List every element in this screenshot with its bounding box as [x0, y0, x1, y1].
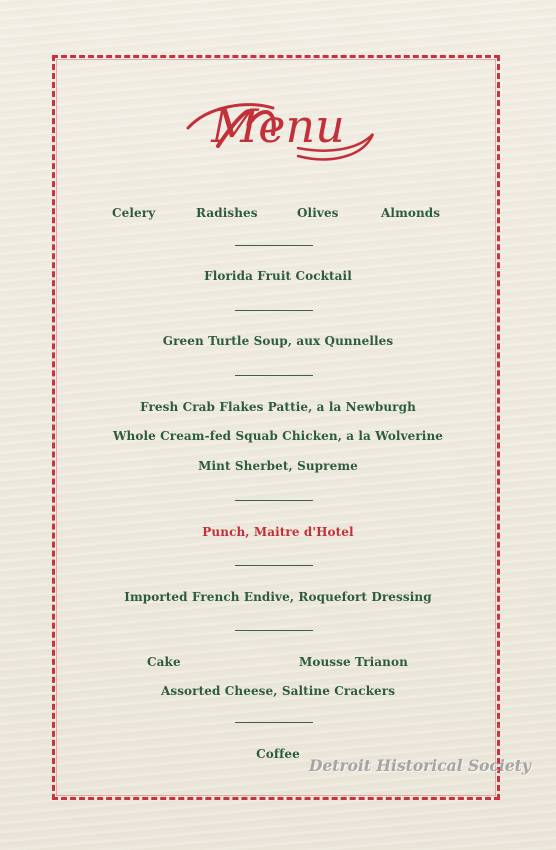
main-course-squab: Whole Cream-fed Squab Chicken, a la Wolverine [112, 429, 444, 443]
divider-rule [235, 500, 313, 501]
divider-rule [235, 375, 313, 376]
main-course-crab: Fresh Crab Flakes Pattie, a la Newburgh [140, 400, 416, 414]
coffee-course: Coffee [256, 747, 300, 761]
salad-course: Imported French Endive, Roquefort Dressing [124, 590, 432, 604]
divider-rule [235, 245, 313, 246]
relish-celery: Celery [112, 206, 156, 220]
watermark-text: Detroit Historical Society [309, 756, 531, 775]
main-course-sherbet: Mint Sherbet, Supreme [198, 459, 358, 473]
divider-rule [235, 722, 313, 723]
relish-olives: Olives [297, 206, 339, 220]
divider-rule [235, 630, 313, 631]
fruit-course: Florida Fruit Cocktail [204, 269, 352, 283]
dessert-cake: Cake [147, 655, 181, 669]
divider-rule [235, 565, 313, 566]
menu-title [0, 86, 556, 170]
svg-text:Menu: Menu [211, 99, 345, 153]
punch-course: Punch, Maitre d'Hotel [202, 525, 354, 539]
cheese-course: Assorted Cheese, Saltine Crackers [160, 684, 396, 698]
relish-almonds: Almonds [381, 206, 441, 220]
soup-course: Green Turtle Soup, aux Qunnelles [162, 334, 394, 348]
menu-title-script [178, 86, 378, 170]
dessert-mousse: Mousse Trianon [299, 655, 408, 669]
relish-radishes: Radishes [196, 206, 258, 220]
divider-rule [235, 310, 313, 311]
